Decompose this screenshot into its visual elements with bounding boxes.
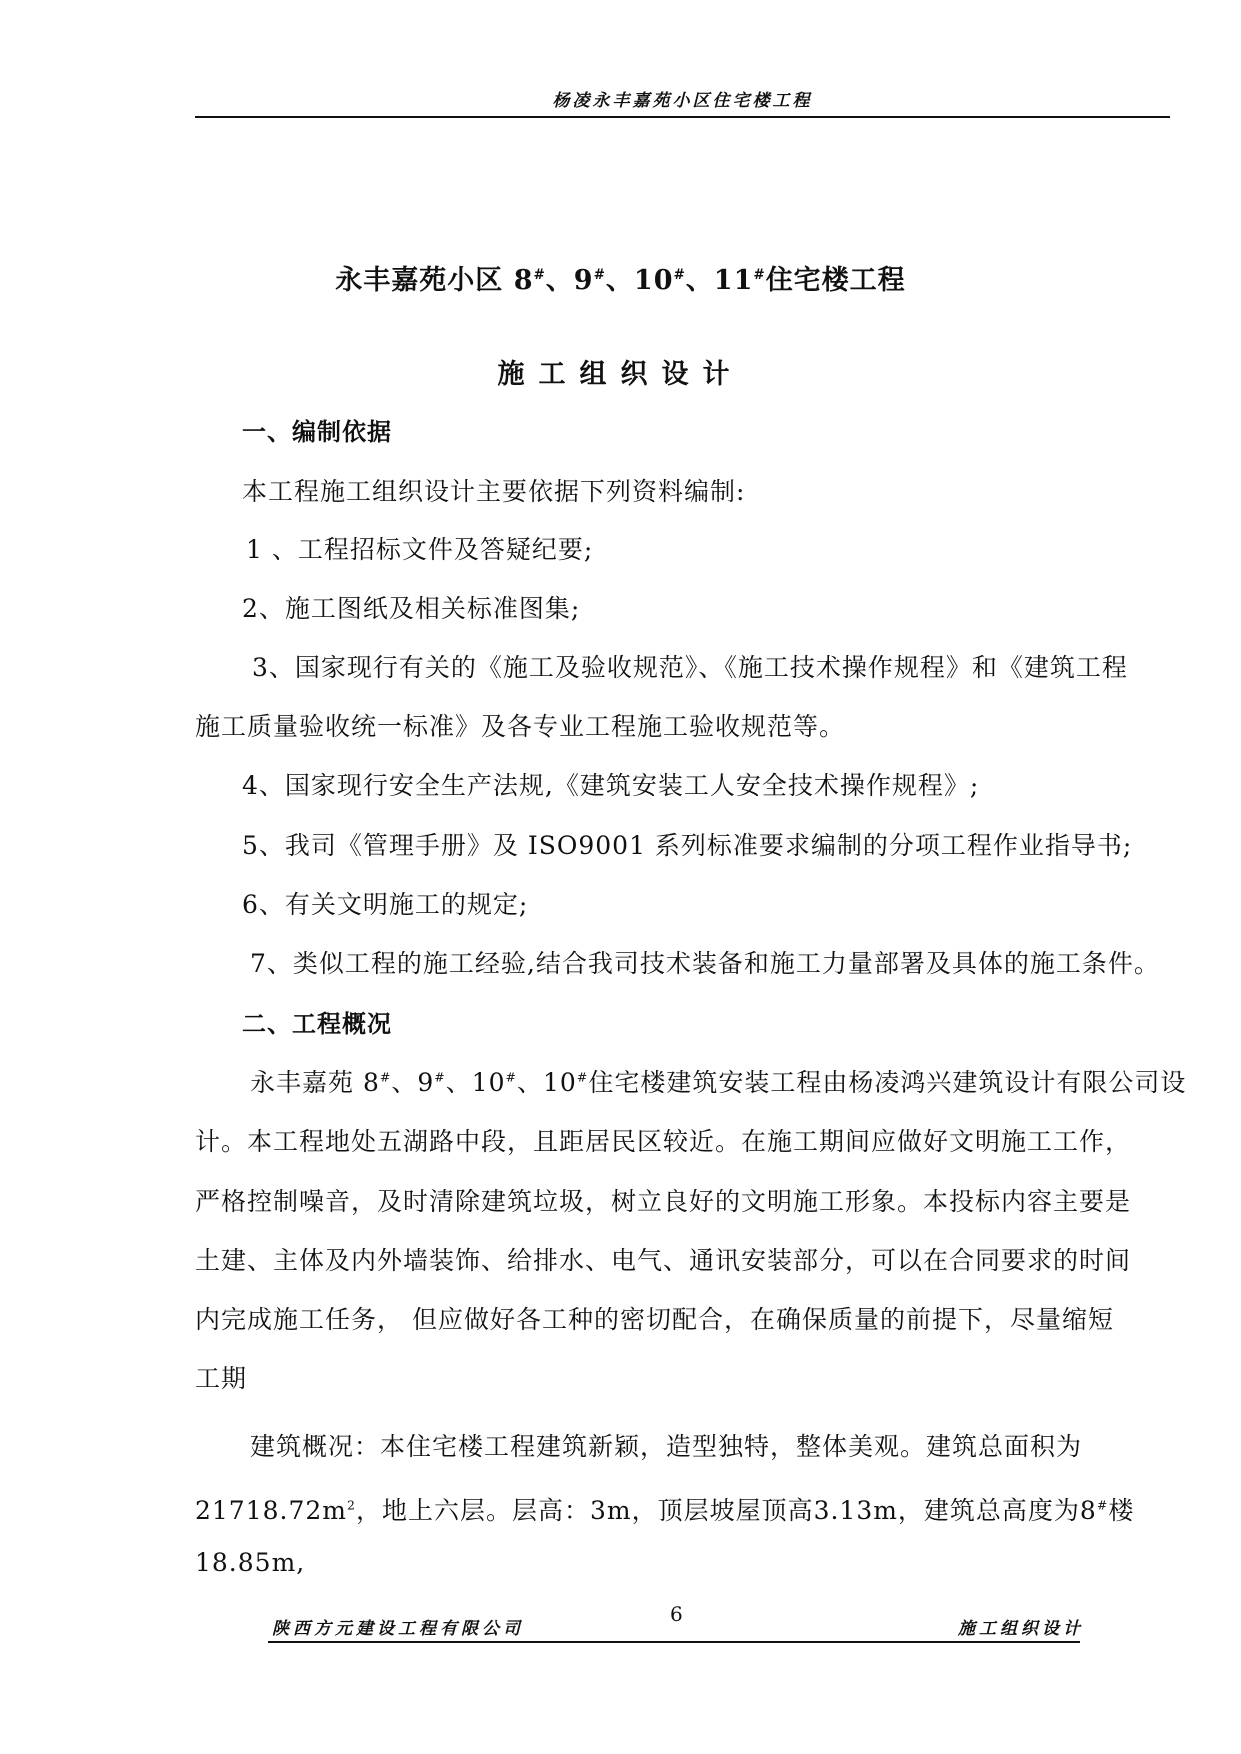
superscript: # (505, 1069, 518, 1085)
text: 21718.72m (195, 1496, 347, 1525)
title-sup: # (753, 267, 766, 283)
list-item: 7、类似工程的施工经验,结合我司技术装备和施工力量部署及具体的施工条件。 (250, 949, 1160, 978)
list-item: 施工质量验收统一标准》及各专业工程施工验收规范等。 (195, 712, 846, 741)
title-text: 住宅楼工程 (765, 265, 906, 296)
list-item: 5、我司《管理手册》及 ISO9001 系列标准要求编制的分项工程作业指导书; (242, 831, 1133, 860)
text: ，地上六层。层高：3m，顶层坡屋顶高3.13m，建筑总高度为8 (355, 1496, 1097, 1525)
title-sup: # (533, 267, 546, 283)
superscript: # (1096, 1497, 1109, 1513)
paragraph-line (250, 1063, 1186, 1099)
footer-divider (268, 1641, 1080, 1643)
text: 、10 (517, 1068, 577, 1097)
superscript: 2 (347, 1497, 356, 1513)
paragraph-line: 工期 (195, 1364, 248, 1393)
title-sup: # (593, 267, 606, 283)
footer-company: 陕西方元建设工程有限公司 (272, 1619, 524, 1639)
list-item: 3、国家现行有关的《施工及验收规范》、《施工技术操作规程》和《建筑工程 (252, 653, 1128, 682)
title-text: 、10 (605, 265, 674, 296)
superscript: # (576, 1069, 589, 1085)
paragraph-line: 土建、主体及内外墙装饰、给排水、电气、通讯安装部分，可以在合同要求的时间 (195, 1246, 1132, 1275)
page-number: 6 (670, 1602, 683, 1626)
superscript: # (434, 1069, 446, 1085)
paragraph-line: 建筑概况：本住宅楼工程建筑新颖，造型独特，整体美观。建筑总面积为 (250, 1432, 1083, 1461)
title-text: 、11 (685, 265, 754, 296)
list-item: 2、施工图纸及相关标准图集; (242, 594, 581, 623)
list-item: 1 、工程招标文件及答疑纪要; (246, 535, 594, 564)
paragraph-line: 严格控制噪音，及时清除建筑垃圾，树立良好的文明施工形象。本投标内容主要是 (195, 1187, 1132, 1216)
text: 、10 (445, 1068, 506, 1097)
page-header: 杨凌永丰嘉苑小区住宅楼工程 (552, 91, 813, 111)
section-heading: 一、编制依据 (242, 417, 392, 446)
list-item: 6、有关文明施工的规定; (242, 890, 529, 919)
title-text: 永丰嘉苑小区 8 (335, 265, 534, 296)
section-heading: 二、工程概况 (242, 1009, 392, 1038)
text: 、9 (391, 1068, 435, 1097)
text: 永丰嘉苑 8 (250, 1068, 380, 1097)
superscript: # (379, 1069, 392, 1085)
list-item: 4、国家现行安全生产法规,《建筑安装工人安全技术操作规程》; (242, 771, 980, 800)
paragraph-line: 18.85m, (195, 1548, 306, 1577)
text: 住宅楼建筑安装工程由杨凌鸿兴建筑设计有限公司设 (588, 1068, 1187, 1097)
footer-doc-title: 施工组织设计 (958, 1619, 1084, 1639)
paragraph-line: 内完成施工任务， 但应做好各工种的密切配合，在确保质量的前提下，尽量缩短 (195, 1305, 1114, 1334)
text: 楼 (1108, 1496, 1135, 1525)
title-text: 、9 (545, 265, 594, 296)
document-subtitle: 施工组织设计 (497, 359, 744, 390)
paragraph-line: 本工程施工组织设计主要依据下列资料编制: (242, 477, 746, 506)
document-title (0, 258, 1241, 297)
header-divider (195, 116, 1170, 118)
paragraph-line (195, 1491, 1134, 1527)
title-sup: # (673, 267, 686, 283)
paragraph-line: 计。本工程地处五湖路中段，且距居民区较近。在施工期间应做好文明施工工作， (195, 1127, 1132, 1156)
